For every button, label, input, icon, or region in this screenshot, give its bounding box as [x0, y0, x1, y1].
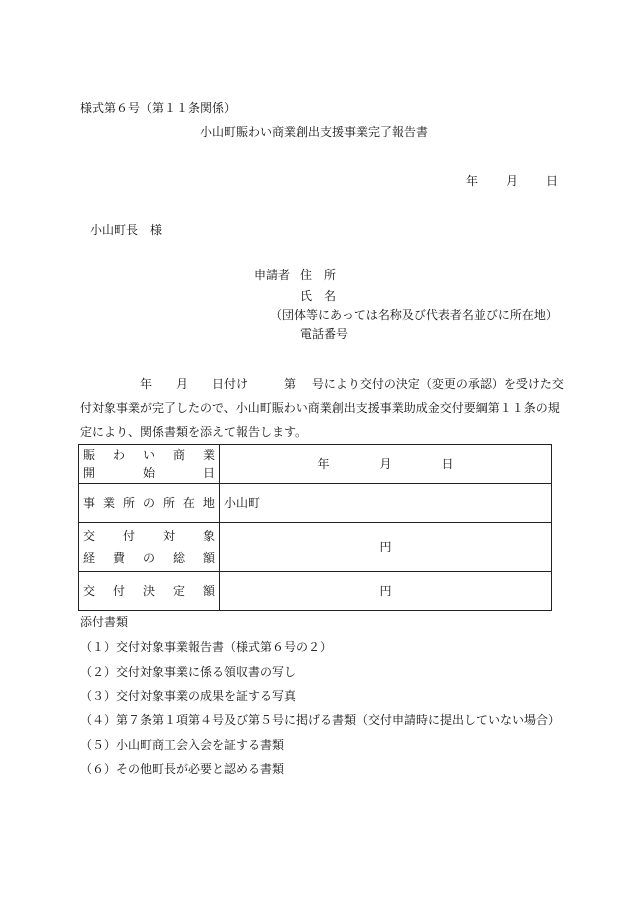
- applicant-note: （団体等にあっては名称及び代表者名並びに所在地）: [270, 308, 558, 322]
- report-body: [80, 372, 564, 444]
- body-line: 定により、関係書類を添えて報告します。: [80, 425, 308, 439]
- grant-decision-amount-value: [220, 572, 552, 611]
- month-label: 月: [379, 457, 392, 471]
- attachment-item: （４）第７条第１項第４号及び第５号に掲げる書類（交付申請時に提出していない場合）: [80, 713, 561, 727]
- label-char: わ: [112, 448, 125, 462]
- business-start-date-value: [220, 445, 552, 484]
- label-char: 決: [142, 584, 155, 598]
- label-char: 経: [83, 551, 96, 565]
- label-char: 業: [202, 448, 215, 462]
- business-start-date-label: [79, 445, 220, 484]
- attachment-item: （３）交付対象事業の成果を証する写真: [80, 689, 297, 703]
- attachment-item: （６）その他町長が必要と認める書類: [80, 762, 285, 776]
- applicant-name-label: 氏 名: [300, 289, 337, 303]
- label-char: 始: [142, 466, 155, 480]
- grant-decision-amount-label: [79, 572, 220, 611]
- submission-date: [466, 173, 558, 189]
- document-title: 小山町賑わい商業創出支援事業完了報告書: [200, 125, 429, 139]
- report-table: [78, 444, 552, 611]
- body-line: 年 月 日付け 第 号により交付の決定（変更の承認）を受けた交: [80, 377, 564, 391]
- label-char: 開: [83, 466, 96, 480]
- label-char: 業: [102, 496, 115, 510]
- label-char: 所: [122, 496, 135, 510]
- applicant-address-label: 住 所: [300, 268, 337, 282]
- label-char: 交: [83, 529, 96, 543]
- total-eligible-cost-label: [79, 523, 220, 572]
- date-year-label: 年: [466, 174, 479, 188]
- label-char: 在: [182, 496, 195, 510]
- table-row: [79, 445, 552, 484]
- yen-unit: 円: [379, 584, 392, 598]
- label-char: 事: [83, 496, 96, 510]
- yen-unit: 円: [379, 540, 392, 554]
- attachment-item: （５）小山町商工会入会を証する書類: [80, 738, 285, 752]
- date-day-label: 日: [546, 174, 559, 188]
- day-label: 日: [441, 457, 454, 471]
- label-char: 付: [122, 529, 135, 543]
- label-char: 対: [162, 529, 175, 543]
- label-char: 賑: [83, 448, 96, 462]
- label-char: 所: [162, 496, 175, 510]
- label-char: の: [142, 496, 155, 510]
- body-line: 付対象事業が完了したので、小山町賑わい商業創出支援事業助成金交付要綱第１１条の規: [80, 401, 560, 415]
- label-char: 費: [112, 551, 125, 565]
- label-char: い: [142, 448, 155, 462]
- total-eligible-cost-value: [220, 523, 552, 572]
- label-char: 象: [202, 529, 215, 543]
- label-char: 額: [202, 584, 215, 598]
- label-char: 額: [202, 551, 215, 565]
- label-char: 商: [172, 448, 185, 462]
- table-row: [79, 572, 552, 611]
- label-char: 総: [172, 551, 185, 565]
- label-char: 日: [202, 466, 215, 480]
- applicant-phone-label: 電話番号: [300, 327, 349, 341]
- label-char: の: [142, 551, 155, 565]
- date-month-label: 月: [506, 174, 519, 188]
- office-location-value: 小山町: [220, 484, 552, 523]
- label-char: 定: [172, 584, 185, 598]
- addressee: 小山町長 様: [90, 223, 163, 237]
- year-label: 年: [317, 457, 330, 471]
- applicant-label: 申請者: [254, 268, 291, 282]
- attachment-item: （２）交付対象事業に係る領収書の写し: [80, 665, 297, 679]
- attachment-item: （１）交付対象事業報告書（様式第６号の２）: [80, 640, 333, 654]
- office-location-label: [79, 484, 220, 523]
- attachments-heading: 添付書類: [80, 615, 129, 629]
- table-row: [79, 484, 552, 523]
- table-row: [79, 523, 552, 572]
- label-char: 地: [202, 496, 215, 510]
- label-char: 付: [112, 584, 125, 598]
- form-number: 様式第６号（第１１条関係）: [80, 101, 237, 115]
- label-char: 交: [83, 584, 96, 598]
